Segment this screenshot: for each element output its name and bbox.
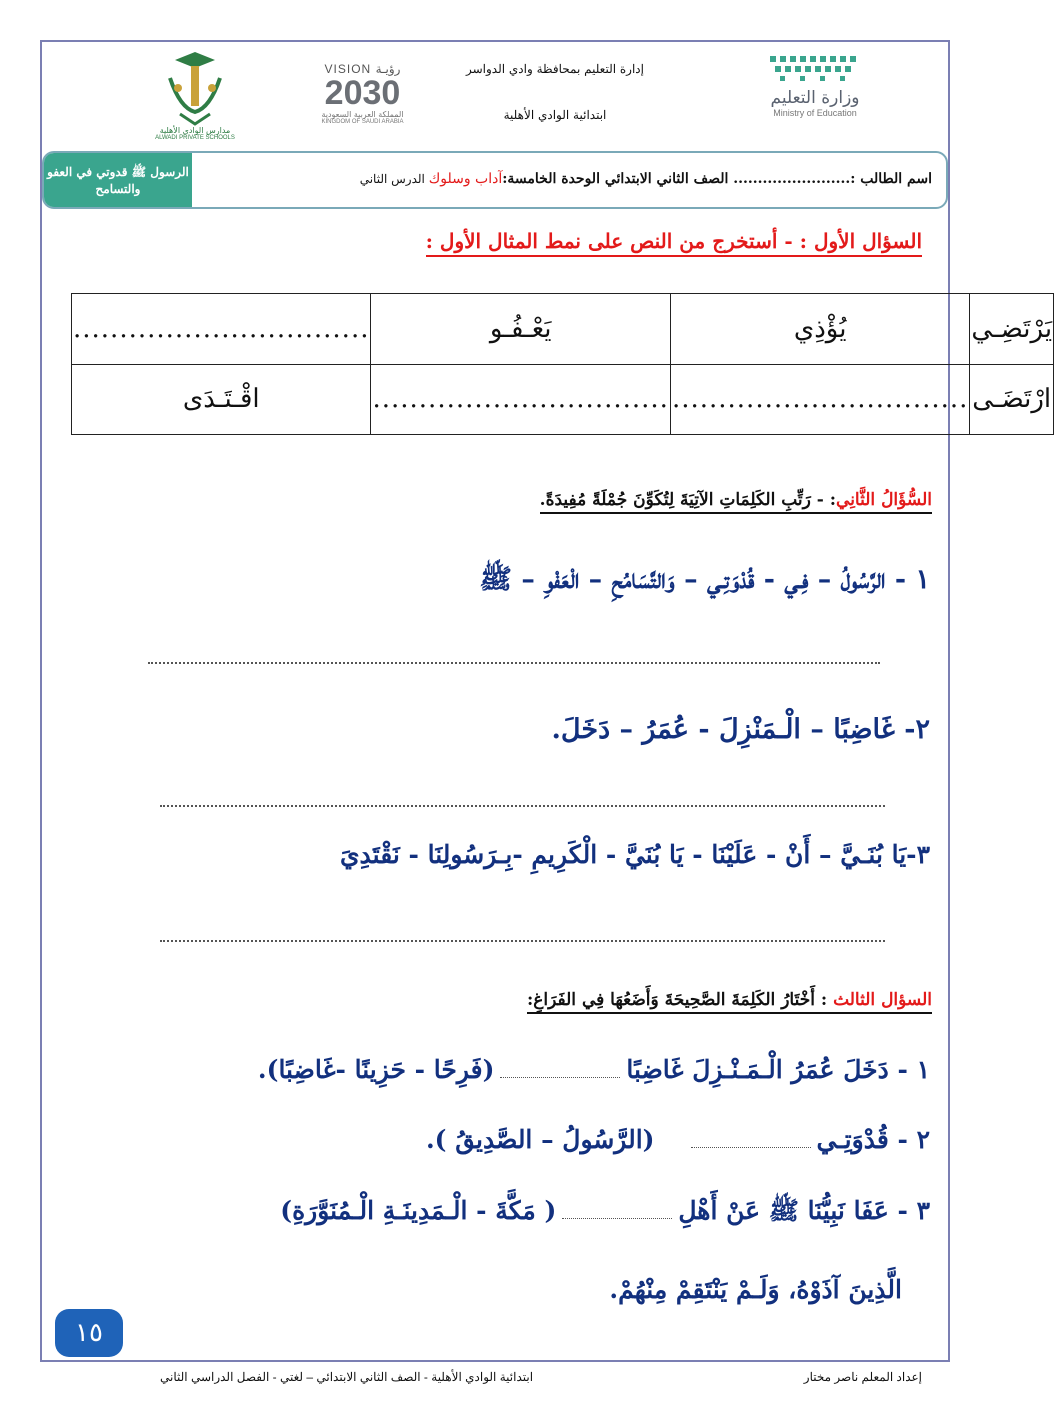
student-info-text: اسم الطالب :........................ الصف الثاني الابتدائي الوحدة الخامسة:: [502, 171, 932, 187]
school-logo: [140, 48, 250, 141]
q3-item-2-text: ٢ - قُدْوَتِـي: [816, 1125, 930, 1154]
answer-blank[interactable]: ................................: [72, 294, 371, 365]
vision-2030-logo: [310, 62, 415, 125]
footer-right: إعداد المعلم ناصر مختار: [803, 1370, 922, 1384]
table-cell: ارْتَضَـى: [970, 364, 1054, 435]
moe-logo: [750, 52, 880, 118]
lesson-title: الرسول ﷺ قدوتي في العفو والتسامح: [47, 164, 189, 196]
table-row: [72, 364, 1054, 435]
vision-sub-ar: المملكة العربية السعودية: [321, 110, 404, 119]
q2-answer-line-1[interactable]: [148, 662, 880, 664]
q3-item-3-options: ( مَكَّةَ - الْـمَدِينَـةِ الْـمُنَوَّرَةِ): [280, 1196, 557, 1225]
vision-title: VISION رؤيـة: [324, 62, 401, 76]
answer-blank[interactable]: ................................: [371, 364, 670, 435]
school-logo-ar: مدارس الوادي الأهلية: [159, 126, 231, 135]
q3-item-3: [280, 1195, 930, 1232]
q3-item-1: [258, 1055, 930, 1084]
q3-title: [527, 990, 932, 1014]
q2-title: [540, 490, 932, 514]
q3-item-2: [426, 1125, 930, 1154]
moe-emblem-icon: [760, 52, 870, 88]
q3-blank-1[interactable]: [500, 1077, 620, 1078]
page-number-badge: [55, 1309, 123, 1357]
vision-sub-en: KINGDOM OF SAUDI ARABIA: [321, 119, 404, 125]
unit-name: آداب وسلوك: [428, 171, 503, 187]
q3-item-3-continuation: الَّذِينَ آذَوْهُ، وَلَـمْ يَنْتَقِمْ مِنْهُمْ.: [609, 1275, 902, 1304]
table-cell: يُؤْذِي: [670, 294, 969, 365]
q3-instruction: : أَخْتَارُ الكَلِمَةَ الصَّحِيحَةَ وَأَضَعُهَا فِي الفَرَاغِ:: [527, 990, 834, 1010]
q3-item-3-text: ٣ - عَفَا نَبِيُّنَا ﷺ عَنْ أَهْلِ: [678, 1196, 930, 1225]
moe-name-ar: وزارة التعليم: [770, 88, 860, 108]
q1-title: السؤال الأول : - أستخرج من النص على نمط المثال الأول :: [426, 229, 922, 257]
answer-blank[interactable]: ................................: [670, 364, 969, 435]
q3-blank-3[interactable]: [562, 1218, 672, 1219]
q3-blank-2[interactable]: [691, 1147, 811, 1148]
q1-table: [71, 293, 1054, 435]
student-info-line: [360, 171, 932, 187]
table-cell: اقْـتَـدَى: [72, 364, 371, 435]
q2-answer-line-2[interactable]: [160, 805, 885, 807]
school-emblem-icon: [160, 48, 230, 126]
student-info-bar: [42, 151, 948, 209]
q3-label: السؤال الثالث: [833, 990, 932, 1010]
q2-item-2: ٢- غَاضِبًا – الْـمَنْزِلَ - عُمَرُ – دَخَلَ.: [551, 714, 930, 745]
q2-label: السُّؤَالُ الثَّانِي: [836, 490, 932, 510]
footer-left: ابتدائية الوادي الأهلية - الصف الثاني الابتدائي – لغتي - الفصل الدراسي الثاني: [160, 1370, 534, 1384]
q3-item-1-text: ١ - دَخَلَ عُمَرُ الْـمَـنْـزِلَ غَاضِبًا: [626, 1055, 930, 1084]
lesson-label: الدرس الثاني: [359, 172, 429, 186]
q2-item-1: ١ - الرَّسُولُ – فِـي - قُدْوَتِـي – وَالتَّسَامُحِ – الْعَفْوِ – ﷺ: [479, 564, 930, 595]
moe-name-en: Ministry of Education: [773, 108, 857, 118]
school-name: ابتدائية الوادي الأهلية: [503, 108, 607, 122]
q2-answer-line-3[interactable]: [160, 940, 885, 942]
q2-item-3: ٣-يَا بُنَـيَّ – أَنْ - عَلَيْنَا - يَا بُنَيَّ - الْكَرِيمِ -بِـرَسُولِنَا - نَقْتَدِيَ: [339, 840, 930, 869]
q3-item-2-options: (الرَّسُولُ – الصَّدِيقُ ).: [425, 1125, 655, 1154]
vision-year: 2030: [324, 74, 401, 112]
q2-instruction: : - رَتِّبِ الكَلِمَاتِ الآتِيَةَ لِتُكَوِّنَ جُمْلَةً مُفِيدَةً.: [539, 490, 837, 510]
lesson-title-badge: [44, 153, 192, 207]
table-cell: يَعْـفُـو: [371, 294, 670, 365]
table-cell: يَرْتَضِـي: [970, 294, 1054, 365]
page-number: ١٥: [75, 1318, 103, 1348]
q3-item-1-options: (فَرِحًا - حَزِينًا -غَاضِبًا).: [257, 1055, 495, 1084]
table-row: [72, 294, 1054, 365]
school-logo-en: ALWADI PRIVATE SCHOOLS: [155, 135, 235, 141]
administration-name: إدارة التعليم بمحافظة وادي الدواسر: [466, 62, 644, 76]
